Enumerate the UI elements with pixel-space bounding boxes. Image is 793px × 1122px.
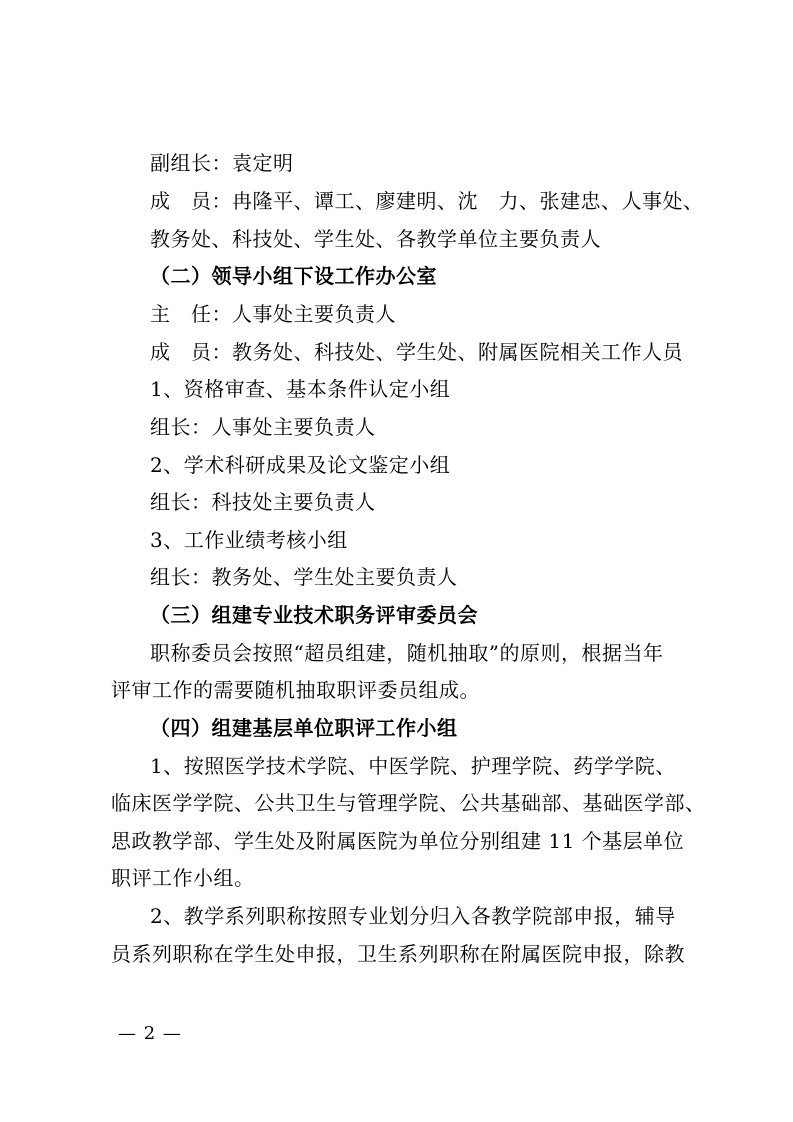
text-line: 1、按照医学技术学院、中医学院、护理学院、药学学院、 [150,754,676,778]
text-line: 3、工作业绩考核小组 [150,528,348,552]
text-line: 成 员：教务处、科技处、学生处、附属医院相关工作人员 [150,340,683,364]
section-heading: （四）组建基层单位职评工作小组 [150,716,458,740]
section-heading: （三）组建专业技术职务评审委员会 [150,603,478,627]
text-line: 员系列职称在学生处申报，卫生系列职称在附属医院申报，除教 [111,942,685,966]
text-line: 主 任：人事处主要负责人 [150,302,396,326]
text-line: 组长：教务处、学生处主要负责人 [150,565,458,589]
text-line: 2、学术科研成果及论文鉴定小组 [150,453,451,477]
text-line: 副组长：袁定明 [150,151,294,175]
text-line: 组长：科技处主要负责人 [150,490,376,514]
text-line: 教务处、科技处、学生处、各教学单位主要负责人 [150,227,601,251]
text-line: 职称委员会按照“超员组建，随机抽取”的原则，根据当年 [150,641,664,665]
text-line: 评审工作的需要随机抽取职评委员组成。 [111,678,480,702]
text-line: 思政教学部、学生处及附属医院为单位分别组建 11 个基层单位 [111,829,685,853]
section-heading: （二）领导小组下设工作办公室 [150,264,437,288]
text-line: 组长：人事处主要负责人 [150,415,376,439]
text-line: 职评工作小组。 [111,866,255,890]
text-line: 1、资格审查、基本条件认定小组 [150,377,451,401]
text-line: 成 员：冉隆平、谭工、廖建明、沈 力、张建忠、人事处、 [150,189,704,213]
page-number: — 2 — [118,1023,182,1044]
text-line: 临床医学学院、公共卫生与管理学院、公共基础部、基础医学部、 [111,791,706,815]
text-line: 2、教学系列职称按照专业划分归入各教学院部申报，辅导 [150,904,676,928]
